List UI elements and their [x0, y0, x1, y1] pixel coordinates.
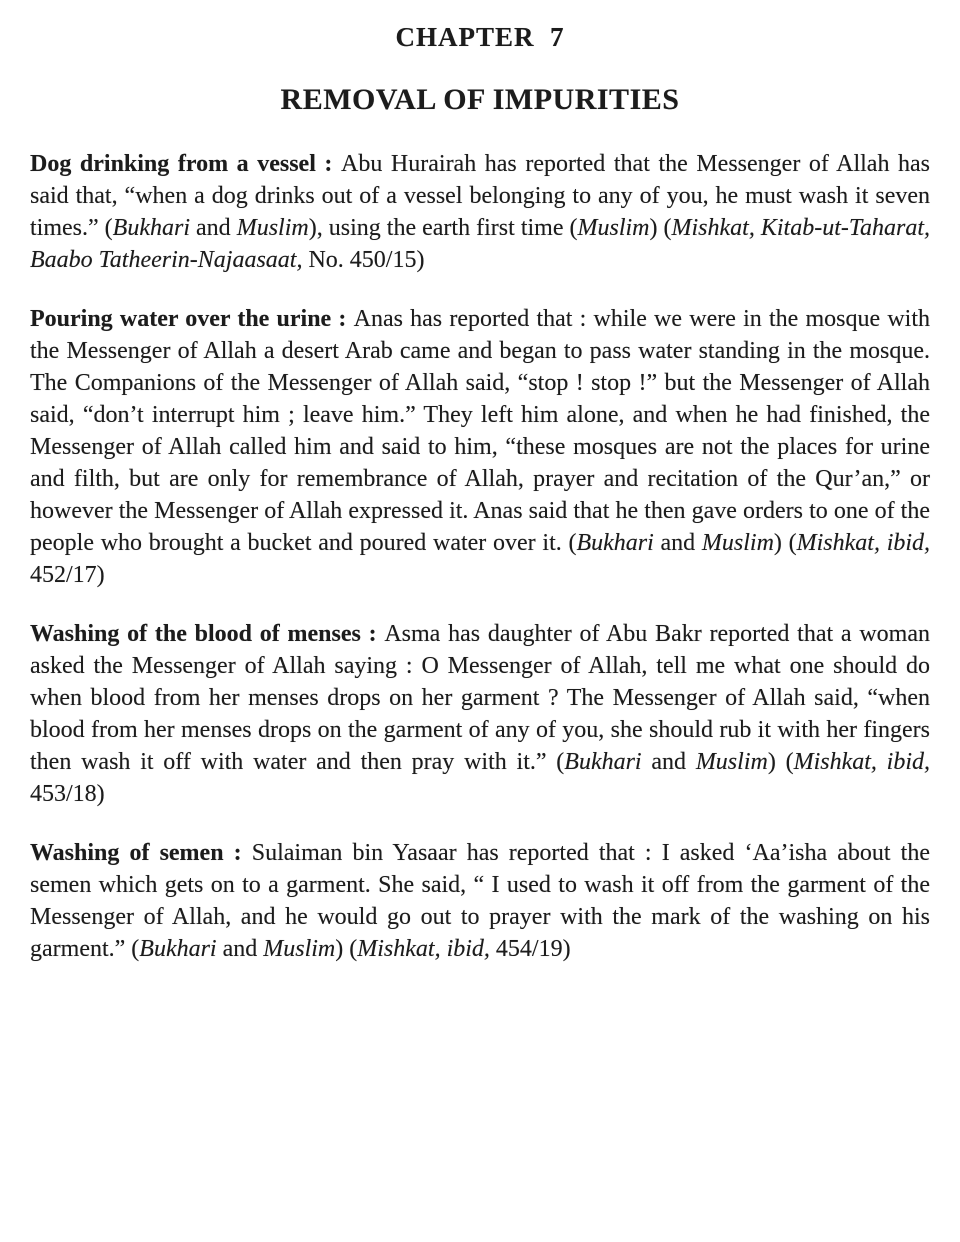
paragraph-text-italic: Mishkat, ibid,	[357, 936, 490, 962]
paragraph-text: ) (	[767, 749, 794, 775]
paragraph-text-italic: Bukhari	[139, 936, 217, 962]
paragraph-text-italic: Bukhari	[112, 215, 190, 241]
paragraph-text-italic: Mishkat, ibid,	[793, 749, 931, 775]
paragraph-text: Abu Hurairah has reported that the Messenger of Allah has said that, “when a dog drinks out of a vessel belonging to any of you, he must wash it seven times.” (	[30, 151, 931, 241]
paragraph-lead: Washing of the blood of menses :	[30, 621, 385, 647]
paragraph-text: ) (	[649, 215, 672, 241]
paragraph-lead: Dog drinking from a vessel :	[30, 151, 342, 177]
chapter-heading: CHAPTER 7	[395, 22, 565, 52]
paragraph-text: Anas has reported that : while we were in the mosque with the Messenger of Allah a desert Arab came and began to pass water standing in the mosque. The Companions of the Messenger of Allah said, “stop ! stop !” but the Messenger of Allah said, “don’t interrupt him ; leave him.” They left him alone, and when he had finished, the Messenger of Allah called him and said to him, “these mosques are not the places for urine and filth, but are only for remembrance of Allah, prayer and recitation of the Qur’an,” or however the Messenger of Allah expressed it. Anas said that he then gave orders to one of the people who brought a bucket and poured water over it. (	[30, 306, 930, 556]
paragraph-lead: Pouring water over the urine :	[30, 306, 354, 332]
paragraph-text-italic: Muslim	[263, 936, 336, 962]
page-title: REMOVAL OF IMPURITIES	[280, 83, 680, 116]
paragraph-text: ), using the earth first time (	[308, 215, 578, 241]
paragraph-text: Sulaiman bin Yasaar has reported that : I asked ‘Aa’isha about the semen which gets on to a garment. She said, “ I used to wash it off from the garment of the Messenger of Allah, and he would go out to prayer with the mark of the washing on his garment.” (	[30, 840, 930, 962]
paragraph-text: and	[216, 936, 264, 962]
paragraph-text: Asma has daughter of Abu Bakr reported that a woman asked the Messenger of Allah saying : O Messenger of Allah, tell me what one should do when blood from her menses drops on her garment ? The Messenger of Allah said, “when blood from her menses drops on the garment of any of you, she should rub it with her fingers then wash it off with water and then pray with it.” (	[30, 621, 930, 775]
document-body	[30, 148, 930, 965]
paragraph-text: and	[190, 215, 237, 241]
paragraph	[30, 837, 930, 965]
paragraph-text-italic: Mishkat, ibid,	[796, 530, 931, 556]
paragraph-text-italic: Muslim	[236, 215, 309, 241]
paragraph-text: 454/19)	[489, 936, 571, 962]
paragraph-text: and	[641, 749, 696, 775]
paragraph-text-italic: Muslim	[701, 530, 774, 556]
paragraph-text-italic: Mishkat, Kitab-ut-Taharat, Baabo Tatheerin-Najaasaat,	[30, 215, 931, 273]
paragraph-text-italic: Muslim	[577, 215, 650, 241]
paragraph-lead: Washing of semen :	[30, 840, 252, 866]
paragraph	[30, 303, 930, 591]
paragraph-text: ) (	[335, 936, 358, 962]
paragraph-text-italic: Muslim	[695, 749, 768, 775]
paragraph	[30, 618, 930, 810]
paragraph-text-italic: Bukhari	[564, 749, 642, 775]
paragraph-text: No. 450/15)	[302, 247, 425, 273]
paragraph-text-italic: Bukhari	[576, 530, 654, 556]
paragraph-text: 453/18)	[30, 781, 105, 807]
paragraph-text: and	[653, 530, 702, 556]
paragraph-text: 452/17)	[30, 562, 105, 588]
paragraph-text: ) (	[773, 530, 797, 556]
paragraph	[30, 148, 930, 276]
